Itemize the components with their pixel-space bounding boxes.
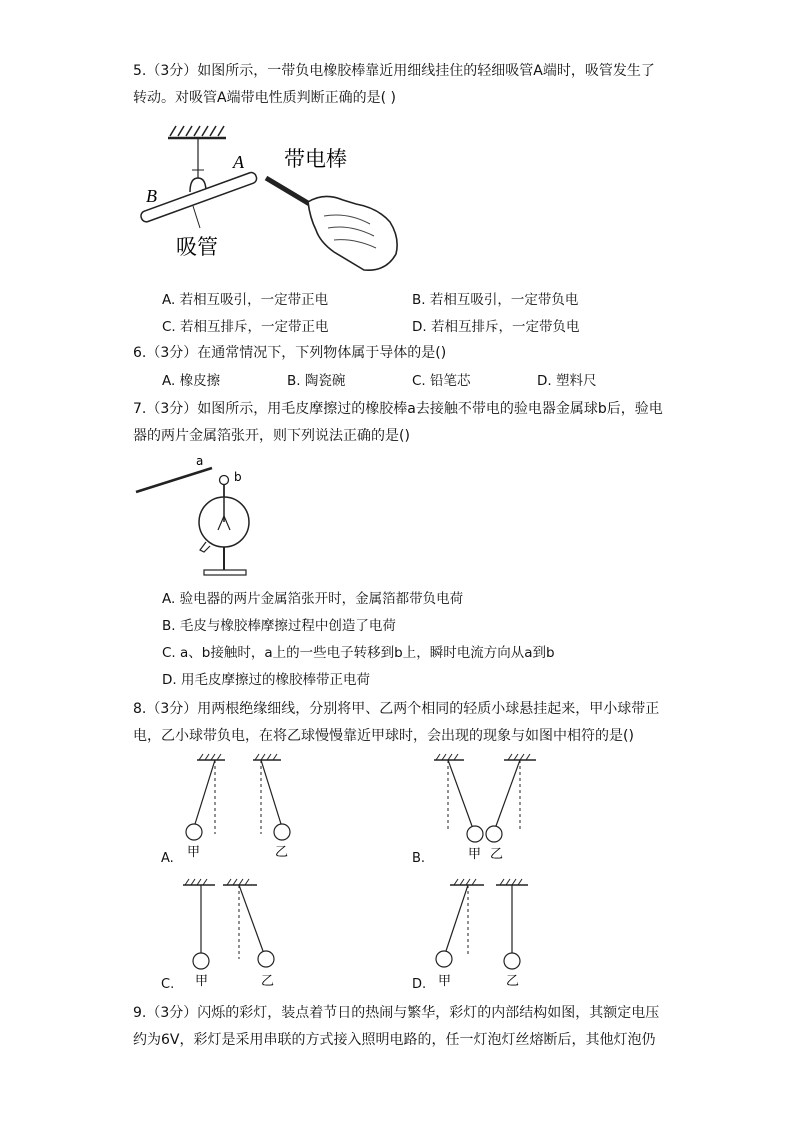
q5-label-b: B [146,186,157,206]
q8-option-d-figure[interactable] [428,877,548,992]
q6-option-d[interactable]: D. 塑料尺 [537,373,597,389]
q8-d-left-label: 甲 [438,974,452,989]
q7-label-a: a [196,454,204,468]
q7-option-d[interactable]: D. 用毛皮摩擦过的橡胶棒带正电荷 [162,672,370,688]
q7-stem-line2: 器的两片金属箔张开，则下列说法正确的是() [133,428,410,444]
q9-stem-line2: 约为6V，彩灯是采用串联的方式接入照明电路的，任一灯泡灯丝熔断后，其他灯泡仍 [133,1032,656,1048]
q8-option-a-letter[interactable]: A. [161,851,174,866]
q5-option-a[interactable]: A. 若相互吸引，一定带正电 [162,292,329,308]
q8-d-right-label: 乙 [506,974,520,989]
q7-label-b: b [234,470,242,484]
q8-option-b-letter[interactable]: B. [412,851,426,866]
q8-c-left-label: 甲 [195,974,209,989]
q5-label-rod: 带电棒 [284,147,347,171]
q5-stem-line2: 转动。对吸管A端带电性质判断正确的是( ) [133,90,396,106]
q8-c-right-label: 乙 [261,974,275,989]
q5-figure [138,120,410,280]
q7-option-b[interactable]: B. 毛皮与橡胶棒摩擦过程中创造了电荷 [162,618,396,634]
q7-option-c[interactable]: C. a、b接触时，a上的一些电子转移到b上，瞬时电流方向从a到b [162,645,555,661]
q8-option-c-letter[interactable]: C. [161,977,175,992]
q8-option-b-figure[interactable] [428,752,548,867]
q5-label-tube: 吸管 [176,235,218,259]
q8-a-right-label: 乙 [275,845,289,860]
q7-stem-line1: 7.（3分）如图所示，用毛皮摩擦过的橡胶棒a去接触不带电的验电器金属球b后，验电 [133,401,663,417]
q8-option-c-figure[interactable] [175,877,305,992]
q8-option-d-letter[interactable]: D. [412,977,427,992]
q6-option-a[interactable]: A. 橡皮擦 [162,373,221,389]
q8-b-right-label: 乙 [490,847,504,862]
q8-b-left-label: 甲 [468,847,482,862]
q8-stem-line1: 8.（3分）用两根绝缘细线，分别将甲、乙两个相同的轻质小球悬挂起来，甲小球带正 [133,701,660,717]
q5-stem-line1: 5.（3分）如图所示，一带负电橡胶棒靠近用细线挂住的轻细吸管A端时，吸管发生了 [133,63,655,79]
q6-stem: 6.（3分）在通常情况下，下列物体属于导体的是() [133,345,447,361]
q9-stem-line1: 9.（3分）闪烁的彩灯，装点着节日的热闹与繁华，彩灯的内部结构如图，其额定电压 [133,1005,660,1021]
q8-stem-line2: 电，乙小球带负电，在将乙球慢慢靠近甲球时，会出现的现象与如图中相符的是() [133,728,634,744]
q8-a-left-label: 甲 [187,845,201,860]
q5-option-b[interactable]: B. 若相互吸引，一定带负电 [412,292,579,308]
q7-option-a[interactable]: A. 验电器的两片金属箔张开时，金属箔都带负电荷 [162,591,464,607]
q6-option-c[interactable]: C. 铅笔芯 [412,373,471,389]
q5-label-a: A [233,152,244,172]
q5-option-c[interactable]: C. 若相互排斥，一定带正电 [162,319,329,335]
q8-option-a-figure[interactable] [175,752,305,867]
q6-option-b[interactable]: B. 陶瓷碗 [287,373,346,389]
q5-option-d[interactable]: D. 若相互排斥，一定带负电 [412,319,580,335]
q7-figure [134,452,264,580]
